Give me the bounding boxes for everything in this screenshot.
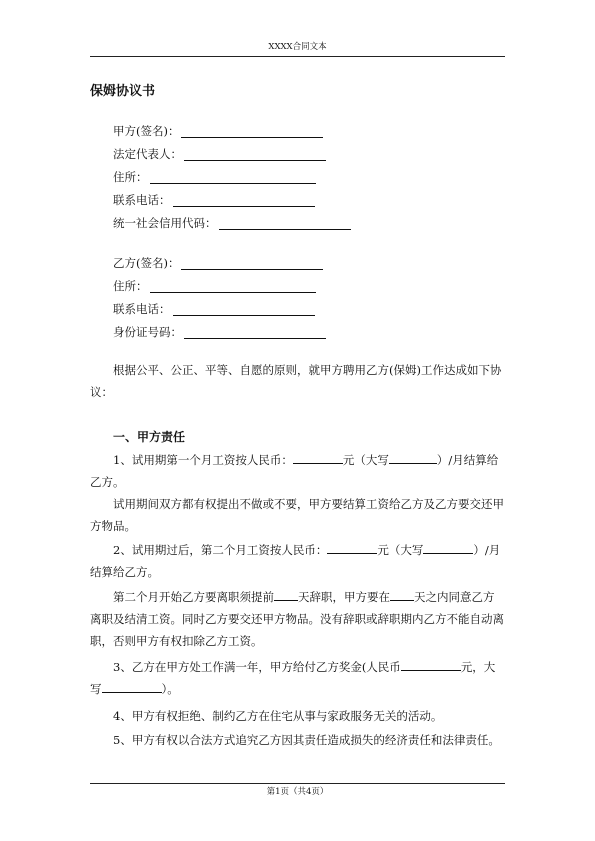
party-a-credit-code-field <box>113 216 351 230</box>
fill-blank <box>389 451 437 464</box>
clause-3 <box>90 656 505 700</box>
party-a-phone-field <box>113 193 315 207</box>
clause-text: 2、试用期过后，第二个月工资按人民币： <box>113 543 328 557</box>
page-number: 第1页（共4页） <box>266 787 329 797</box>
preamble-text: 根据公平、公正、平等、自愿的原则，就甲方聘用乙方(保姆)工作达成如下协议： <box>90 363 502 399</box>
clause-text: 4、甲方有权拒绝、制约乙方在住宅从事与家政服务无关的活动。 <box>113 709 443 723</box>
fill-blank <box>390 588 414 601</box>
clause-text: 试用期间双方都有权提出不做或不要，甲方要结算工资给乙方及乙方要交还甲方物品。 <box>90 497 504 533</box>
clause-5 <box>90 729 505 751</box>
party-a-legal-rep-field <box>113 147 326 161</box>
page-header <box>90 40 505 57</box>
fill-blank <box>102 680 162 693</box>
fill-blank <box>150 171 316 184</box>
page-footer <box>90 783 505 800</box>
clause-1-note <box>90 493 505 537</box>
field-label: 甲方(签名)： <box>113 124 180 138</box>
fill-blank <box>184 326 326 339</box>
fill-blank <box>181 257 323 270</box>
clause-text: ）。 <box>161 682 179 696</box>
clause-text: 天辞职，甲方要在 <box>298 590 390 604</box>
fill-blank <box>181 125 323 138</box>
fill-blank <box>423 541 473 554</box>
field-label: 统一社会信用代码： <box>113 216 217 230</box>
party-b-id-number-field <box>113 325 326 339</box>
preamble-paragraph <box>90 359 505 403</box>
clause-text: 第二个月开始乙方要离职须提前 <box>113 590 274 604</box>
section-heading: 一、甲方责任 <box>113 430 186 444</box>
clause-4 <box>90 705 505 727</box>
party-a-address-field <box>113 170 316 184</box>
field-label: 法定代表人： <box>113 147 182 161</box>
fill-blank <box>219 217 351 230</box>
fill-blank <box>293 451 343 464</box>
fill-blank <box>274 588 298 601</box>
clause-text: 天之内同意乙方离职及结清工资。同时乙方要交还甲方物品。没有辞职或辞职期内乙方不能自动离职，否则甲方有权扣除乙方工资。 <box>90 590 504 648</box>
clause-text: 元（大写 <box>377 543 424 557</box>
clause-text: ）/月结算给乙方。 <box>90 543 501 579</box>
clause-text: 元，大写 <box>90 660 496 696</box>
fill-blank <box>173 303 315 316</box>
fill-blank <box>327 541 377 554</box>
field-label: 联系电话： <box>113 193 171 207</box>
field-label: 住所： <box>113 279 148 293</box>
fill-blank <box>184 148 326 161</box>
clause-2-note <box>90 586 505 652</box>
field-label: 住所： <box>113 170 148 184</box>
field-label: 身份证号码： <box>113 325 182 339</box>
party-a-signature-field <box>113 124 323 138</box>
field-label: 乙方(签名)： <box>113 256 180 270</box>
clause-text: 5、甲方有权以合法方式追究乙方因其责任造成损失的经济责任和法律责任。 <box>113 733 500 747</box>
clause-text: 3、乙方在甲方处工作满一年，甲方给付乙方奖金(人民币 <box>113 660 401 674</box>
party-b-address-field <box>113 279 316 293</box>
clause-2 <box>90 539 505 583</box>
party-b-signature-field <box>113 256 323 270</box>
clause-text: ）/月结算给乙方。 <box>90 453 499 489</box>
clause-text: 元（大写 <box>342 453 389 467</box>
fill-blank <box>173 194 315 207</box>
party-b-phone-field <box>113 302 315 316</box>
clause-text: 1、试用期第一个月工资按人民币： <box>113 453 293 467</box>
document-title: 保姆协议书 <box>90 84 156 99</box>
fill-blank <box>150 280 316 293</box>
field-label: 联系电话： <box>113 302 171 316</box>
header-text: XXXX合同文本 <box>268 42 327 52</box>
fill-blank <box>401 658 461 671</box>
clause-1 <box>90 449 505 493</box>
